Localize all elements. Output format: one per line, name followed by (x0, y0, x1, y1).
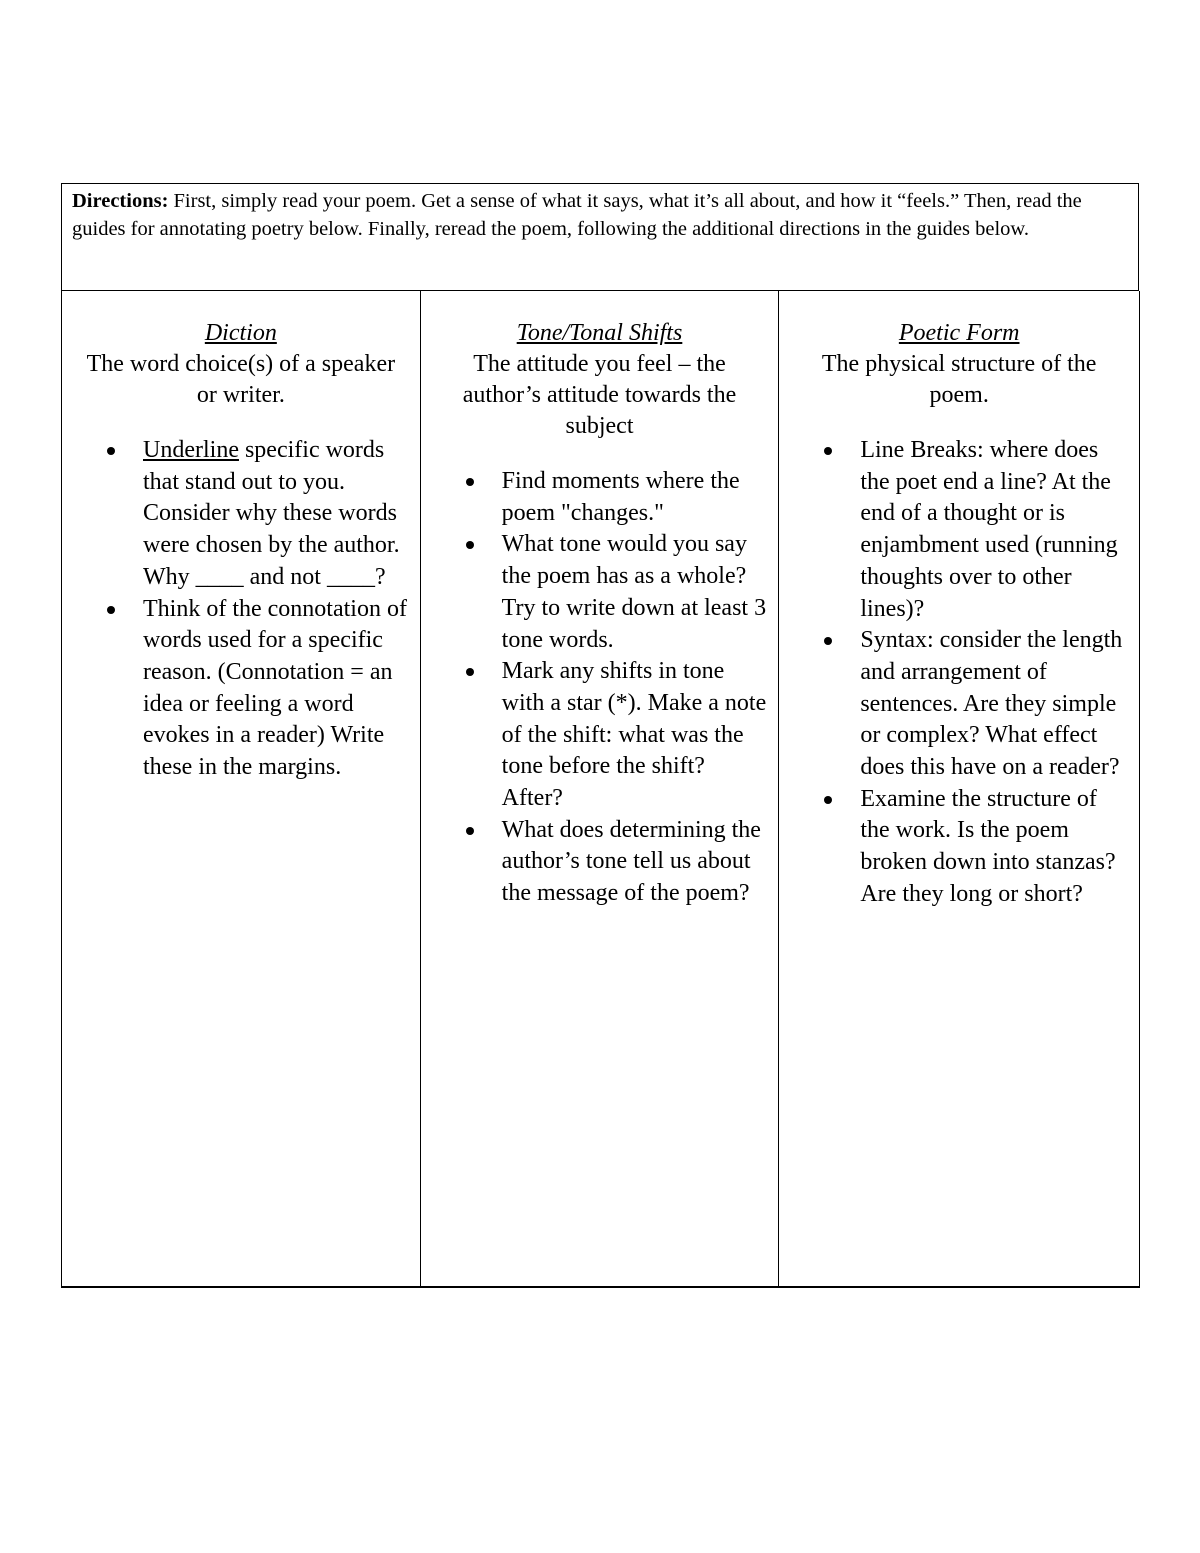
bullet-icon (824, 796, 832, 804)
poetic-form-description: The physical structure of the poem. (821, 351, 1097, 408)
list-item (62, 435, 420, 594)
directions-label: Directions: (72, 190, 169, 212)
bullet-text: Syntax: consider the length and arrangement of sentences. Are they simple or complex? What effect does this have on a reader? (860, 627, 1123, 781)
bullet-icon (824, 637, 832, 645)
bullet-text: Mark any shifts in tone with a star (*). Make a note of the shift: what was the tone before the shift? After? (501, 658, 767, 812)
list-item (779, 784, 1139, 911)
underline-word: Underline (143, 437, 239, 463)
bullet-text: Think of the connotation of words used for a specific reason. (Connotation = an idea or feeling a word evokes in a reader) Write these in the margins. (143, 595, 407, 781)
bullet-icon (466, 478, 474, 486)
directions-box (61, 183, 1139, 291)
bullet-text: What does determining the author’s tone tell us about the message of the poem? (501, 816, 761, 907)
list-item (62, 594, 420, 784)
bullet-icon (824, 447, 832, 455)
bullet-icon (107, 447, 115, 455)
poetic-form-bullet-list (779, 435, 1139, 911)
tone-column (421, 291, 780, 1286)
bullet-text: Line Breaks: where does the poet end a line? At the end of a thought or is enjambment used (running thoughts over to other lines)? (860, 437, 1118, 622)
bullet-icon (466, 668, 474, 676)
list-item (421, 656, 779, 815)
bullet-text: Find moments where the poem "changes." (501, 468, 740, 526)
list-item (421, 529, 779, 656)
directions-text: First, simply read your poem. Get a sense of what it says, what it’s all about, and how it “feels.” Then, read the guides for annotating poetry below. Finally, reread the poem, following the additional directions in the guides below. (72, 190, 1082, 240)
list-item (779, 625, 1139, 784)
bullet-text: What tone would you say the poem has as a whole? Try to write down at least 3 tone words. (501, 531, 767, 653)
tone-description: The attitude you feel – the author’s attitude towards the subject (462, 351, 737, 439)
list-item (421, 815, 779, 910)
list-item (779, 435, 1139, 625)
tone-bullet-list (421, 466, 779, 910)
bullet-icon (466, 827, 474, 835)
bullet-icon (466, 541, 474, 549)
tone-heading: Tone/Tonal Shifts (516, 320, 683, 346)
diction-column (62, 291, 421, 1286)
bullet-text: specific words that stand out to you. Consider why these words were chosen by the author. Why ____ and not ____? (143, 437, 400, 590)
diction-description: The word choice(s) of a speaker or writer. (86, 351, 396, 408)
guides-table (61, 291, 1140, 1288)
list-item (421, 466, 779, 529)
diction-heading: Diction (204, 320, 277, 346)
poetic-form-column (779, 291, 1140, 1286)
bullet-text: Examine the structure of the work. Is the poem broken down into stanzas? Are they long or short? (860, 785, 1116, 907)
poetic-form-heading: Poetic Form (898, 320, 1020, 346)
bullet-icon (107, 606, 115, 614)
diction-bullet-list (62, 435, 420, 784)
